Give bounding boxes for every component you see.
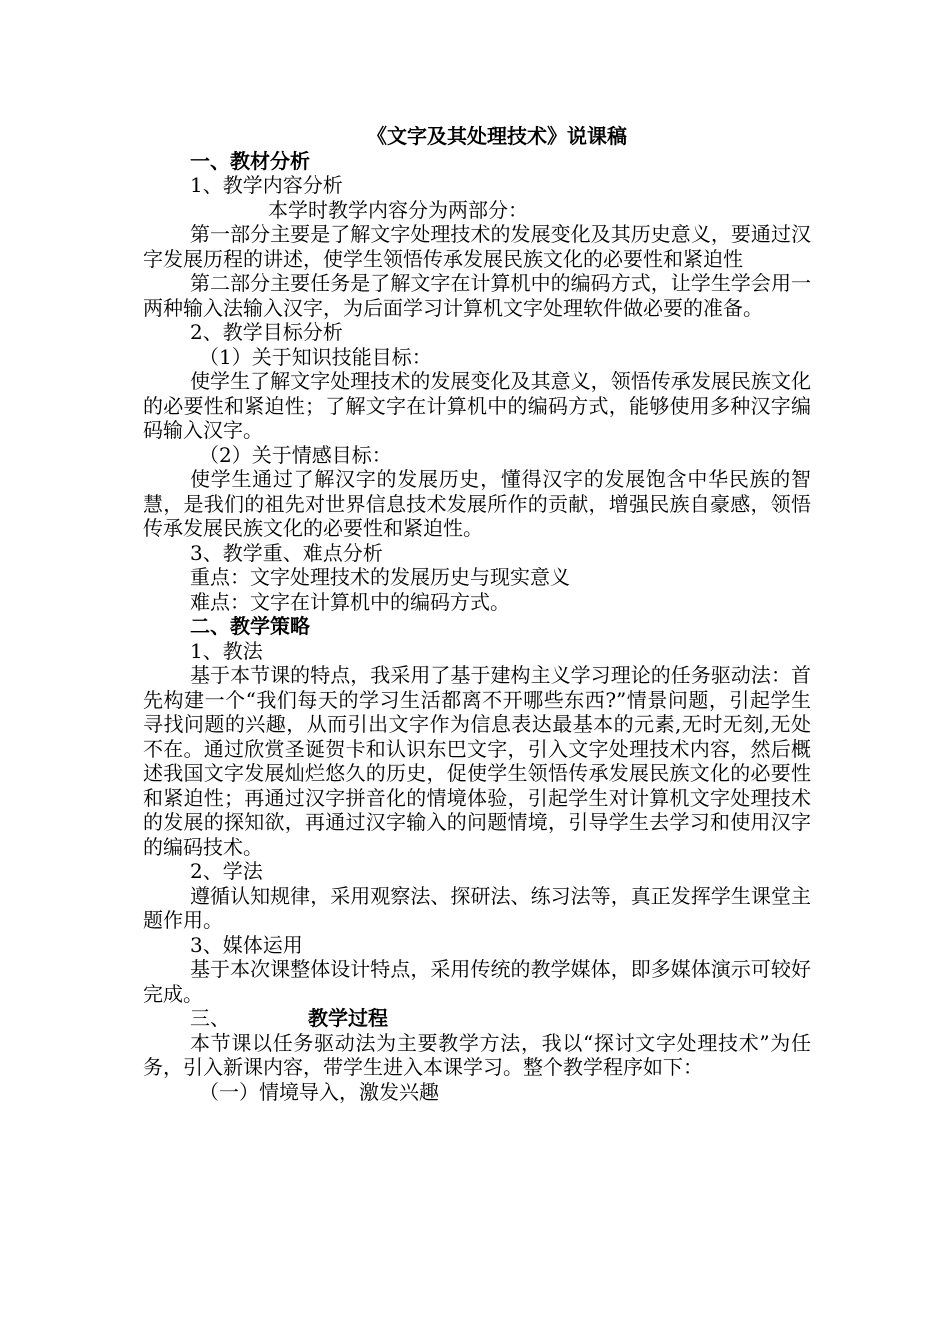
section-3-heading: [143, 1006, 811, 1031]
section-2-1-heading: 1、教法: [190, 638, 263, 663]
section-3-title: 教学过程: [308, 1006, 388, 1030]
section-1-2-b-heading: （2）关于情感目标：: [199, 442, 392, 467]
section-1-2-b-paragraph: 使学生通过了解汉字的发展历史，懂得汉字的发展饱含中华民族的智慧，是我们的祖先对世界信息技术发展所作的贡献，增强民族自豪感，领悟传承发展民族文化的必要性和紧迫性。: [143, 467, 811, 540]
document-title: 《文字及其处理技术》说课稿: [367, 124, 627, 148]
section-1-3-difficult-point: 难点：文字在计算机中的编码方式。: [190, 589, 510, 614]
section-3-number: 三、: [190, 1006, 230, 1030]
section-1-2-heading: 2、教学目标分析: [190, 320, 343, 344]
section-2-1-paragraph: 基于本节课的特点，我采用了基于建构主义学习理论的任务驱动法：首先构建一个“我们每天的学习生活都离不开哪些东西?”情景问题，引起学生寻找问题的兴趣，从而引出文字作为信息表达最基本的元素,无时无刻,无处不在。通过欣赏圣诞贺卡和认识东巴文字，引入文字处理技术内容，然后概述我国文字发展灿烂悠久的历史，促使学生领悟传承发展民族文化的必要性和紧迫性；再通过汉字拼音化的情境体验，引起学生对计算机文字处理技术的发展的探知欲，再通过汉字输入的问题情境，引导学生去学习和使用汉字的编码技术。: [143, 663, 811, 859]
section-1-1-paragraph-1: 第一部分主要是了解文字处理技术的发展变化及其历史意义，要通过汉字发展历程的讲述，使学生领悟传承发展民族文化的必要性和紧迫性: [143, 222, 811, 271]
section-1-2-a-heading: （1）关于知识技能目标：: [199, 344, 432, 369]
section-1-1-paragraph-2: 第二部分主要任务是了解文字在计算机中的编码方式，让学生学会用一两种输入法输入汉字，为后面学习计算机文字处理软件做必要的准备。: [143, 271, 811, 320]
section-3-1-heading: （一）情境导入，激发兴趣: [199, 1079, 439, 1104]
section-2-2-paragraph: 遵循认知规律，采用观察法、探研法、练习法等，真正发挥学生课堂主题作用。: [143, 883, 811, 932]
section-3-paragraph: 本节课以任务驱动法为主要教学方法，我以“探讨文字处理技术”为任务，引入新课内容，带学生进入本课学习。整个教学程序如下：: [143, 1030, 811, 1079]
section-1-1-lead: 本学时教学内容分为两部分：: [268, 197, 528, 222]
section-1-1-heading: 1、教学内容分析: [190, 173, 343, 197]
section-1-heading: 一、教材分析: [190, 148, 310, 173]
document-body: [143, 124, 811, 1104]
section-2-3-paragraph: 基于本次课整体设计特点，采用传统的教学媒体，即多媒体演示可较好完成。: [143, 957, 811, 1006]
section-2-heading: 二、教学策略: [190, 614, 310, 638]
section-1-2-a-paragraph: 使学生了解文字处理技术的发展变化及其意义，领悟传承发展民族文化的必要性和紧迫性；了解文字在计算机中的编码方式，能够使用多种汉字编码输入汉字。: [143, 369, 811, 442]
section-2-3-heading: 3、媒体运用: [190, 932, 303, 957]
section-2-2-heading: 2、学法: [190, 859, 263, 883]
section-1-3-heading: 3、教学重、难点分析: [190, 540, 383, 565]
section-1-3-key-point: 重点：文字处理技术的发展历史与现实意义: [190, 565, 570, 589]
